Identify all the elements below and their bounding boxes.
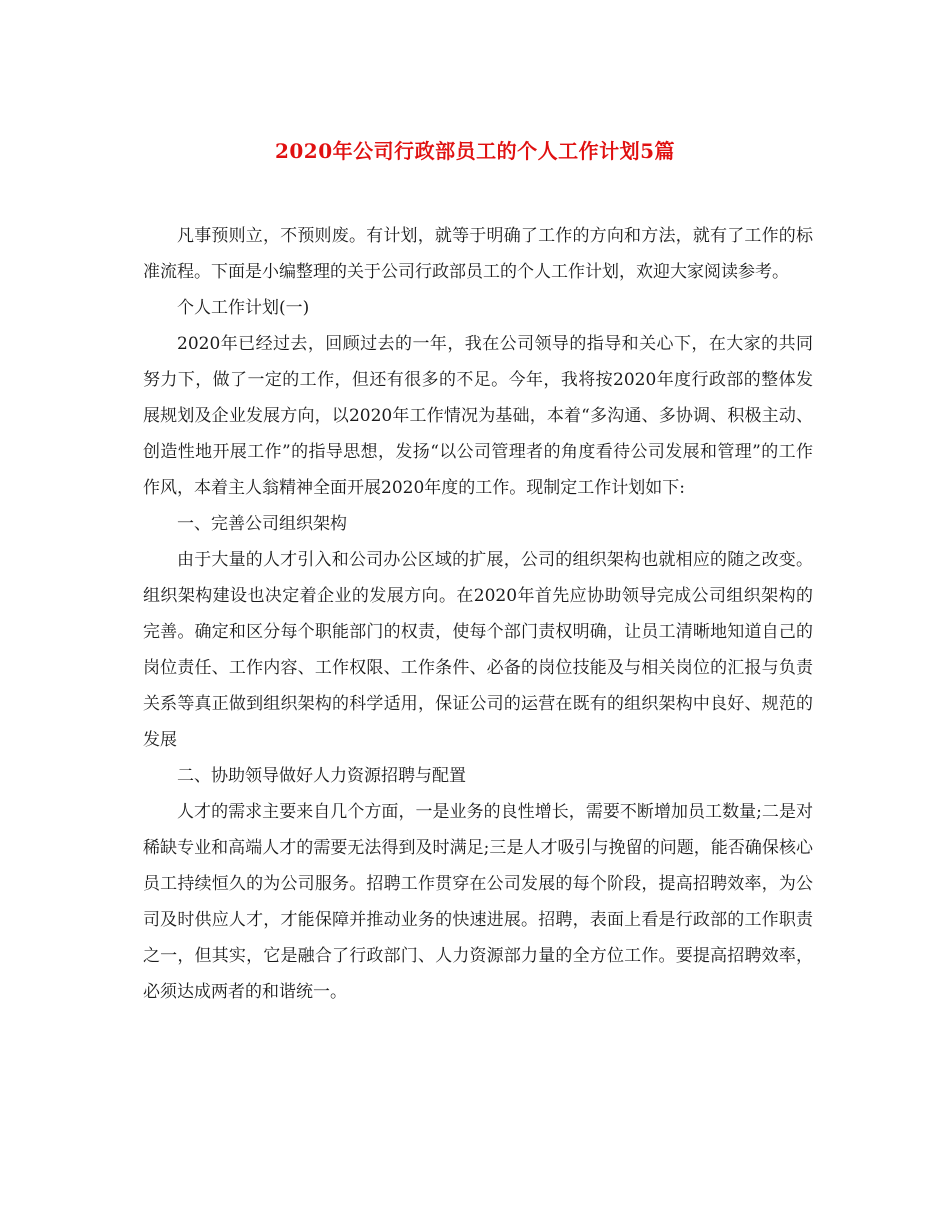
section-heading-recruitment: 二、协助领导做好人力资源招聘与配置: [177, 766, 466, 786]
document-title: 2020年公司行政部员工的个人工作计划5篇: [274, 139, 676, 163]
recruitment-paragraph: 人才的需求主要来自几个方面，一是业务的良性增长，需要不断增加员工数量;二是对稀缺专业和高端人才的需要无法得到及时满足;三是人才吸引与挽留的问题，能否确保核心员工持续恒久的为公司服务。招聘工作贯穿在公司发展的每个阶段，提高招聘效率，为公司及时供应人才，才能保障并推动业务的快速进展。招聘，表面上看是行政部的工作职责之一，但其实，它是融合了行政部门、人力资源部力量的全方位工作。要提高招聘效率，必须达成两者的和谐统一。: [143, 802, 813, 1002]
section-heading-organization: 一、完善公司组织架构: [177, 514, 347, 534]
organization-paragraph: 由于大量的人才引入和公司办公区域的扩展，公司的组织架构也就相应的随之改变。组织架构建设也决定着企业的发展方向。在2020年首先应协助领导完成公司组织架构的完善。确定和区分每个职能部门的权责，使每个部门责权明确，让员工清晰地知道自己的岗位责任、工作内容、工作权限、工作条件、必备的岗位技能及与相关岗位的汇报与负责关系等真正做到组织架构的科学适用，保证公司的运营在既有的组织架构中良好、规范的发展: [143, 550, 813, 750]
plan-1-paragraph: 2020年已经过去，回顾过去的一年，我在公司领导的指导和关心下，在大家的共同努力下，做了一定的工作，但还有很多的不足。今年，我将按2020年度行政部的整体发展规划及企业发展方向，以2020年工作情况为基础，本着“多沟通、多协调、积极主动、创造性地开展工作”的指导思想，发扬“以公司管理者的角度看待公司发展和管理”的工作作风，本着主人翁精神全面开展2020年度的工作。现制定工作计划如下:: [143, 334, 813, 498]
intro-paragraph: 凡事预则立，不预则废。有计划，就等于明确了工作的方向和方法，就有了工作的标准流程。下面是小编整理的关于公司行政部员工的个人工作计划，欢迎大家阅读参考。: [143, 226, 813, 282]
document-body: [143, 218, 813, 1010]
section-heading-plan-1: 个人工作计划(一): [177, 298, 310, 318]
